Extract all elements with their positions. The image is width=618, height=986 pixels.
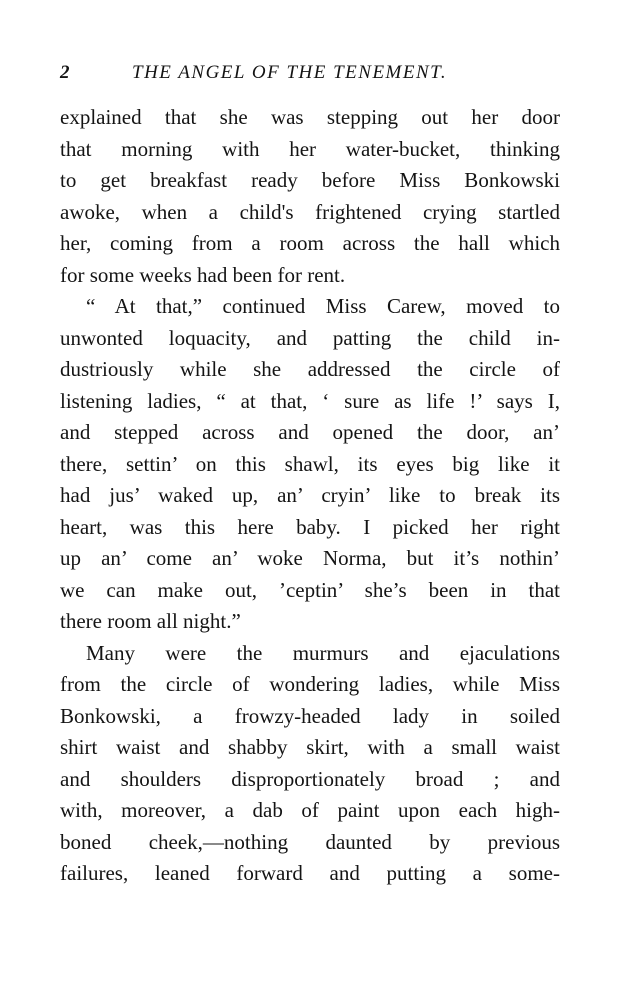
running-head: THE ANGEL OF THE TENEMENT.	[132, 62, 448, 83]
text-line: explained that she was stepping out her door	[60, 105, 560, 129]
text-line: up an’ come an’ woke Norma, but it’s nothin’	[60, 546, 560, 570]
text-line: for some weeks had been for rent.	[60, 262, 346, 287]
text-line: there, settin’ on this shawl, its eyes big like it	[60, 451, 560, 476]
text-line: “ At that,” continued Miss Carew, moved to	[86, 294, 560, 318]
text-line: her, coming from a room across the hall which	[60, 231, 560, 255]
text-line: dustriously while she addressed the circle of	[60, 357, 560, 381]
body-text	[60, 102, 560, 890]
paragraph	[60, 291, 560, 638]
text-line: from the circle of wondering ladies, while Miss	[60, 672, 560, 696]
text-line: that morning with her water-bucket, thinking	[60, 136, 560, 161]
text-line: shirt waist and shabby skirt, with a small waist	[60, 735, 560, 759]
text-line: failures, leaned forward and putting a some-	[60, 861, 560, 885]
text-line: with, moreover, a dab of paint upon each high-	[60, 798, 560, 822]
text-line: and shoulders disproportionately broad ; and	[60, 766, 560, 791]
text-line: had jus’ waked up, an’ cryin’ like to break its	[60, 483, 560, 507]
text-line: and stepped across and opened the door, an’	[60, 420, 560, 444]
page-number: 2	[60, 62, 70, 83]
text-line: boned cheek,—nothing daunted by previous	[60, 829, 560, 854]
text-line: heart, was this here baby. I picked her right	[60, 514, 560, 539]
text-line: Bonkowski, a frowzy-headed lady in soiled	[60, 703, 560, 728]
text-line: there room all night.”	[60, 609, 241, 633]
text-line: to get breakfast ready before Miss Bonkowski	[60, 168, 560, 192]
text-line: Many were the murmurs and ejaculations	[86, 640, 560, 665]
paragraph	[60, 638, 560, 890]
text-line: we can make out, ’ceptin’ she’s been in that	[60, 577, 560, 602]
paragraph	[60, 102, 560, 291]
text-line: unwonted loquacity, and patting the child in-	[60, 325, 560, 350]
text-line: awoke, when a child's frightened crying startled	[60, 199, 560, 224]
page-header	[60, 60, 560, 86]
text-line: listening ladies, “ at that, ‘ sure as life !’ says I,	[60, 388, 560, 413]
